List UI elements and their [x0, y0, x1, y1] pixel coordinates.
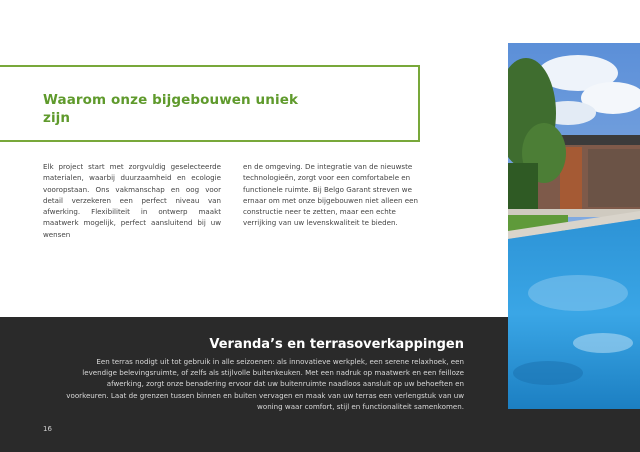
page-number: 16 [43, 425, 52, 433]
feature-title: Veranda’s en terrasoverkappingen [209, 337, 464, 352]
section-title: Waarom onze bijgebouwen uniek zijn [43, 92, 299, 126]
intro-paragraph-left: Elk project start met zorgvuldig geselecteerde materialen, waarbij duurzaamheid en ecologie vooropstaan. Ons vakmanschap en oog voor detail verzekeren een perfect niveau van afwerking. Flexibiliteit in ontwerp maakt maatwerk mogelijk, perfect aansluitend bij uw wensen [43, 162, 221, 239]
pool-house-photo [508, 43, 640, 409]
feature-body: Een terras nodigt uit tot gebruik in alle seizoenen: als innovatieve werkplek, een serene relaxhoek, een levendige belevingsruimte, of zelfs als stijlvolle buitenkeuken. Met een nadruk op maatwerk en een feilloze afwerking, zorgt onze benadering ervoor dat uw buitenruimte naadloos aansluit op uw behoeften en voorkeuren. Laat de grenzen tussen binnen en buiten vervagen en maak van uw terras een verlengstuk van uw woning waar comfort, stijl en functionaliteit samenkomen. [66, 357, 464, 411]
intro-paragraph-right: en de omgeving. De integratie van de nieuwste technologieën, zorgt voor een comfortabele en functionele ruimte. Bij Belgo Garant streven we ernaar om met onze bijgebouwen niet alleen een constructie neer te zetten, maar een echte verrijking van uw levenskwaliteit te bieden. [243, 162, 418, 228]
